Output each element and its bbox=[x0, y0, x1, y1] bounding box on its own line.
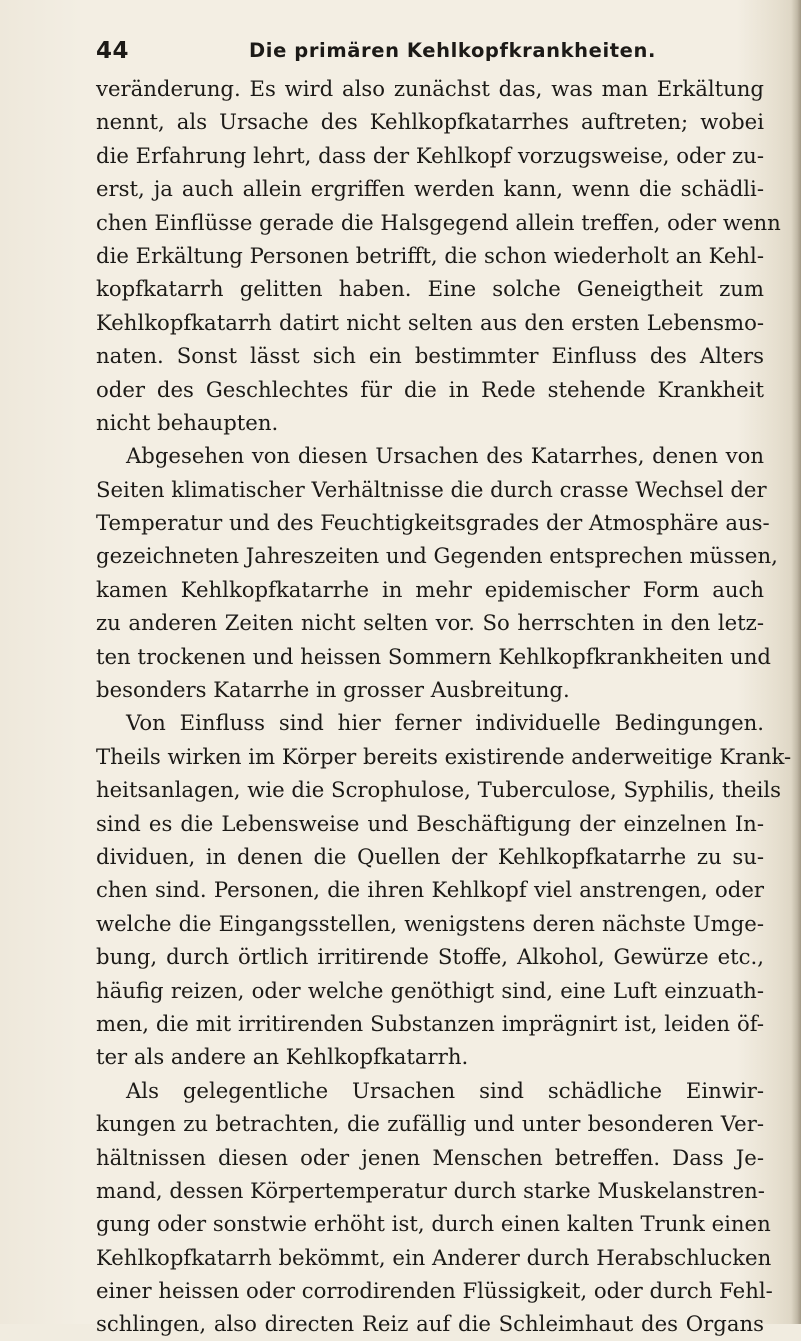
text-line: kopfkatarrh gelitten haben. Eine solche Geneigtheit zum bbox=[96, 276, 764, 302]
text-line: gung oder sonstwie erhöht ist, durch einen kalten Trunk einen bbox=[96, 1211, 771, 1237]
text-line: nicht behaupten. bbox=[96, 409, 279, 435]
text-line: Seiten klimatischer Verhältnisse die durch crasse Wechsel der bbox=[96, 476, 767, 502]
text-line: dividuen, in denen die Quellen der Kehlkopfkatarrhe zu su- bbox=[96, 843, 764, 869]
text-line: oder des Geschlechtes für die in Rede stehende Krankheit bbox=[96, 376, 764, 402]
text-line: besonders Katarrhe in grosser Ausbreitung. bbox=[96, 677, 570, 703]
text-line: heitsanlagen, wie die Scrophulose, Tuberculose, Syphilis, theils bbox=[96, 777, 782, 803]
running-title: Die primären Kehlkopfkrankheiten. bbox=[249, 39, 657, 62]
text-line: chen sind. Personen, die ihren Kehlkopf viel anstrengen, oder bbox=[96, 877, 764, 903]
text-line: sind es die Lebensweise und Beschäftigung der einzelnen In- bbox=[96, 810, 764, 836]
text-line: veränderung. Es wird also zunächst das, was man Erkältung bbox=[96, 76, 764, 101]
text-line: Temperatur und des Feuchtigkeitsgrades der Atmosphäre aus- bbox=[96, 510, 770, 536]
page-header bbox=[96, 38, 786, 70]
text-line: chen Einflüsse gerade die Halsgegend allein treffen, oder wenn bbox=[96, 209, 781, 235]
text-line: kamen Kehlkopfkatarrhe in mehr epidemischer Form auch bbox=[96, 576, 764, 602]
text-line: Theils wirken im Körper bereits existirende anderweitige Krank- bbox=[96, 743, 792, 769]
text-line: Von Einfluss sind hier ferner individuelle Bedingungen. bbox=[126, 710, 764, 736]
text-line: Als gelegentliche Ursachen sind schädliche Einwir- bbox=[126, 1077, 764, 1103]
text-line: ten trockenen und heissen Sommern Kehlkopfkrankheiten und bbox=[96, 643, 771, 669]
text-line: die Erfahrung lehrt, dass der Kehlkopf vorzugsweise, oder zu- bbox=[96, 142, 764, 168]
text-line: Abgesehen von diesen Ursachen des Katarrhes, denen von bbox=[126, 443, 764, 469]
page-number: 44 bbox=[96, 38, 130, 64]
body-text bbox=[96, 72, 792, 1341]
text-line: Kehlkopfkatarrh bekömmt, ein Anderer durch Herabschlucken bbox=[96, 1244, 772, 1270]
text-line: häufig reizen, oder welche genöthigt sind, eine Luft einzuath- bbox=[96, 977, 764, 1003]
text-line: ter als andere an Kehlkopfkatarrh. bbox=[96, 1044, 469, 1070]
text-line: schlingen, also directen Reiz auf die Schleimhaut des Organs bbox=[96, 1311, 764, 1337]
text-line: welche die Eingangsstellen, wenigstens deren nächste Umge- bbox=[96, 910, 764, 936]
text-line: naten. Sonst lässt sich ein bestimmter Einfluss des Alters bbox=[96, 343, 764, 369]
text-line: men, die mit irritirenden Substanzen imprägnirt ist, leiden öf- bbox=[96, 1010, 764, 1036]
text-line: nennt, als Ursache des Kehlkopfkatarrhes auftreten; wobei bbox=[96, 109, 764, 135]
text-line: erst, ja auch allein ergriffen werden kann, wenn die schädli- bbox=[96, 176, 764, 202]
text-line: Kehlkopfkatarrh datirt nicht selten aus den ersten Lebensmo- bbox=[96, 309, 764, 335]
text-line: die Erkältung Personen betrifft, die schon wiederholt an Kehl- bbox=[96, 242, 764, 268]
page-edge-shadow bbox=[791, 0, 801, 1324]
text-line: kungen zu betrachten, die zufällig und unter besonderen Ver- bbox=[96, 1111, 764, 1137]
text-line: zu anderen Zeiten nicht selten vor. So herrschten in den letz- bbox=[96, 610, 764, 636]
text-line: gezeichneten Jahreszeiten und Gegenden entsprechen müssen, bbox=[96, 543, 778, 569]
text-line: hältnissen diesen oder jenen Menschen betreffen. Dass Je- bbox=[96, 1144, 764, 1170]
text-line: einer heissen oder corrodirenden Flüssigkeit, oder durch Fehl- bbox=[96, 1278, 773, 1304]
text-line: bung, durch örtlich irritirende Stoffe, Alkohol, Gewürze etc., bbox=[96, 944, 764, 970]
text-line: mand, dessen Körpertemperatur durch starke Muskelanstren- bbox=[96, 1177, 765, 1203]
